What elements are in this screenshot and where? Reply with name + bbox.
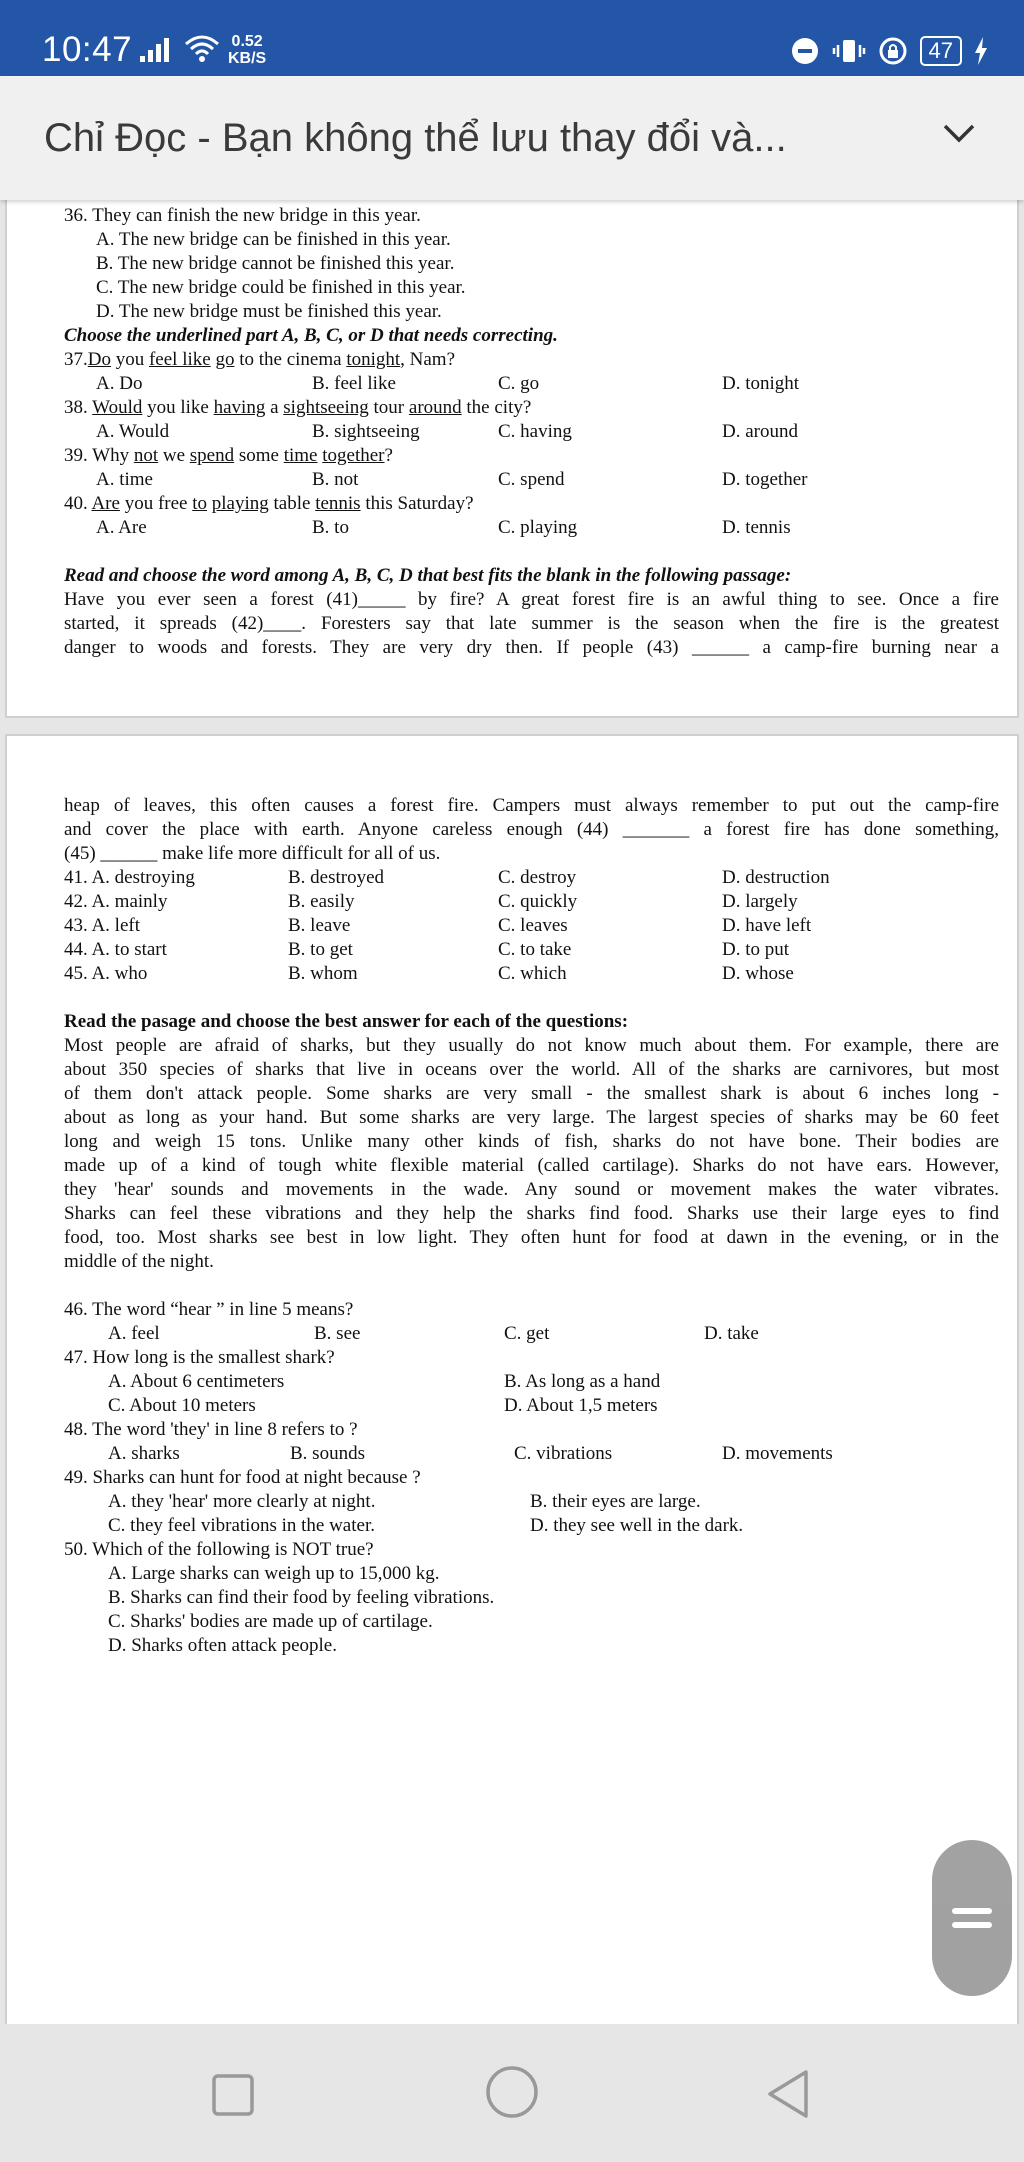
q39-options: [64, 468, 999, 492]
app-bar: [0, 76, 1024, 200]
q41-option-c: C. destroy: [498, 867, 577, 888]
q48-option-a: A. sharks: [108, 1443, 180, 1464]
charging-icon: [974, 37, 988, 65]
q39-option-a: A. time: [96, 469, 153, 490]
section-heading-cloze: Read and choose the word among A, B, C, D that best fits the blank in the following passage:: [64, 565, 792, 586]
q36-option-a: A. The new bridge can be finished in this year.: [96, 229, 451, 250]
q38-option-d: D. around: [722, 421, 798, 442]
home-button[interactable]: [484, 2064, 540, 2120]
q47-stem: 47. How long is the smallest shark?: [64, 1347, 335, 1368]
q37-option-a: A. Do: [96, 373, 143, 394]
document-page-2[interactable]: [5, 734, 1019, 2028]
cloze-line: and cover the place with earth. Anyone careless enough (44) _______ a forest fire has done something,: [64, 819, 999, 840]
q36-option-b: B. The new bridge cannot be finished this year.: [96, 253, 455, 274]
navigation-bar: [0, 2024, 1024, 2162]
cloze-option-row: [64, 962, 999, 986]
reading-line: food, too. Most sharks see best in low light. They often hunt for food at dawn in the evening, or in the: [64, 1227, 999, 1248]
q37-option-b: B. feel like: [312, 373, 396, 394]
q40-option-c: C. playing: [498, 517, 578, 538]
recent-apps-button[interactable]: [210, 2072, 256, 2118]
q43-option-d: D. have left: [722, 915, 812, 936]
q37-options: [64, 372, 999, 396]
q42-option-c: C. quickly: [498, 891, 578, 912]
q39-option-c: C. spend: [498, 469, 565, 490]
section-heading-correction: Choose the underlined part A, B, C, or D that needs correcting.: [64, 325, 558, 346]
page-1-content: [64, 204, 999, 660]
q41-option-d: D. destruction: [722, 867, 830, 888]
chevron-down-icon[interactable]: [942, 122, 976, 144]
q50-option-d: D. Sharks often attack people.: [108, 1635, 337, 1656]
q45-option-b: B. whom: [288, 963, 358, 984]
cloze-line: Have you ever seen a forest (41)_____ by fire? A great forest fire is an awful thing to see. Once a fire: [64, 589, 999, 610]
q49-options-row1: [64, 1490, 999, 1514]
data-saver-icon: [790, 36, 820, 66]
q46-option-d: D. take: [704, 1323, 759, 1344]
q48-option-c: C. vibrations: [514, 1443, 613, 1464]
q46-option-c: C. get: [504, 1323, 550, 1344]
q46-options: [64, 1322, 999, 1346]
q40-options: [64, 516, 999, 540]
reading-line: of them don't attack people. Some sharks are very small - the smallest shark is about 6 inches long -: [64, 1083, 999, 1104]
cloze-line: heap of leaves, this often causes a forest fire. Campers must always remember to put out the camp-fire: [64, 795, 999, 816]
q49-options-row2: [64, 1514, 999, 1538]
q49-option-a: A. they 'hear' more clearly at night.: [108, 1491, 376, 1512]
wifi-icon: [184, 34, 220, 62]
q42-option-b: B. easily: [288, 891, 355, 912]
q48-options: [64, 1442, 999, 1466]
document-page-1[interactable]: [5, 196, 1019, 718]
q40-option-b: B. to: [312, 517, 349, 538]
q47-options-row1: [64, 1370, 999, 1394]
q47-option-c: C. About 10 meters: [108, 1395, 256, 1416]
q40-option-a: A. Are: [96, 517, 147, 538]
q38-stem: 38. Would you like having a sightseeing tour around the city?: [64, 397, 532, 418]
q46-stem: 46. The word “hear ” in line 5 means?: [64, 1299, 354, 1320]
q36-option-d: D. The new bridge must be finished this year.: [96, 301, 442, 322]
document-title[interactable]: Chỉ Đọc - Bạn không thể lưu thay đổi và...: [44, 116, 787, 160]
q42-option-a: 42. A. mainly: [64, 891, 168, 912]
lock-rotation-icon: [878, 36, 908, 66]
cloze-line: (45) ______ make life more difficult for all of us.: [64, 843, 441, 864]
q38-option-b: B. sightseeing: [312, 421, 420, 442]
q44-option-a: 44. A. to start: [64, 939, 167, 960]
q37-option-d: D. tonight: [722, 373, 800, 394]
q43-option-b: B. leave: [288, 915, 351, 936]
q36-stem: 36. They can finish the new bridge in this year.: [64, 205, 421, 226]
q38-options: [64, 420, 999, 444]
reading-line: about as long as your hand. But some sharks are very large. The largest species of sharks may be 60 feet: [64, 1107, 999, 1128]
q47-option-b: B. As long as a hand: [504, 1371, 661, 1392]
q39-stem: 39. Why not we spend some time together?: [64, 445, 393, 466]
signal-icon: [140, 36, 176, 62]
q48-stem: 48. The word 'they' in line 8 refers to ?: [64, 1419, 358, 1440]
reading-line: about 350 species of sharks that live in oceans over the world. All of the sharks are carnivores, but most: [64, 1059, 999, 1080]
q36-option-c: C. The new bridge could be finished in this year.: [96, 277, 466, 298]
q38-option-c: C. having: [498, 421, 572, 442]
q49-option-d: D. they see well in the dark.: [530, 1515, 744, 1536]
q47-option-a: A. About 6 centimeters: [108, 1371, 285, 1392]
q45-option-c: C. which: [498, 963, 567, 984]
fast-scroll-handle[interactable]: [932, 1840, 1012, 1996]
q46-option-a: A. feel: [108, 1323, 160, 1344]
back-button[interactable]: [764, 2068, 812, 2120]
q44-option-d: D. to put: [722, 939, 790, 960]
page-2-content: [64, 794, 999, 1658]
cloze-option-row: [64, 938, 999, 962]
q37-option-c: C. go: [498, 373, 540, 394]
reading-line: middle of the night.: [64, 1251, 214, 1272]
q50-option-c: C. Sharks' bodies are made up of cartilage.: [108, 1611, 433, 1632]
status-bar: [0, 0, 1024, 76]
q45-option-d: D. whose: [722, 963, 794, 984]
q44-option-b: B. to get: [288, 939, 353, 960]
q49-stem: 49. Sharks can hunt for food at night because ?: [64, 1467, 421, 1488]
cloze-option-row: [64, 866, 999, 890]
q48-option-b: B. sounds: [290, 1443, 365, 1464]
reading-line: Sharks can feel these vibrations and they help the sharks find food. Sharks use their large eyes to find: [64, 1203, 999, 1224]
q48-option-d: D. movements: [722, 1443, 833, 1464]
clock: 10:47: [42, 30, 133, 69]
q43-option-a: 43. A. left: [64, 915, 140, 936]
q41-option-a: 41. A. destroying: [64, 867, 195, 888]
q41-option-b: B. destroyed: [288, 867, 385, 888]
battery-indicator: 47: [920, 36, 962, 66]
cloze-option-row: [64, 914, 999, 938]
cloze-option-row: [64, 890, 999, 914]
q47-options-row2: [64, 1394, 999, 1418]
q47-option-d: D. About 1,5 meters: [504, 1395, 658, 1416]
vibrate-icon: [832, 36, 866, 66]
q38-option-a: A. Would: [96, 421, 170, 442]
q50-option-a: A. Large sharks can weigh up to 15,000 kg.: [108, 1563, 440, 1584]
cloze-line: danger to woods and forests. They are very dry then. If people (43) ______ a camp-fire burning near a: [64, 637, 999, 658]
reading-line: Most people are afraid of sharks, but they usually do not know much about them. For example, there are: [64, 1035, 999, 1056]
network-speed: 0.52 KB/S: [228, 33, 267, 67]
q49-option-b: B. their eyes are large.: [530, 1491, 701, 1512]
section-heading-reading: Read the pasage and choose the best answer for each of the questions:: [64, 1011, 629, 1032]
reading-line: they 'hear' sounds and movements in the wade. Any sound or movement makes the water vibrates.: [64, 1179, 999, 1200]
q50-option-b: B. Sharks can find their food by feeling vibrations.: [108, 1587, 495, 1608]
q37-stem: 37.Do you feel like go to the cinema tonight, Nam?: [64, 349, 456, 370]
q46-option-b: B. see: [314, 1323, 361, 1344]
q40-option-d: D. tennis: [722, 517, 791, 538]
reading-line: long and weigh 15 tons. Unlike many other kinds of fish, sharks do not have bone. Their bodies are: [64, 1131, 999, 1152]
q42-option-d: D. largely: [722, 891, 798, 912]
q40-stem: 40. Are you free to playing table tennis this Saturday?: [64, 493, 474, 514]
cloze-line: started, it spreads (42)____. Foresters say that late summer is the season when the fire is the greatest: [64, 613, 999, 634]
q39-option-d: D. together: [722, 469, 808, 490]
q44-option-c: C. to take: [498, 939, 572, 960]
q49-option-c: C. they feel vibrations in the water.: [108, 1515, 375, 1536]
q50-stem: 50. Which of the following is NOT true?: [64, 1539, 374, 1560]
q45-option-a: 45. A. who: [64, 963, 148, 984]
reading-line: made up of a kind of tough white flexible material (called cartilage). Sharks do not have ears. However,: [64, 1155, 999, 1176]
q39-option-b: B. not: [312, 469, 359, 490]
q43-option-c: C. leaves: [498, 915, 568, 936]
